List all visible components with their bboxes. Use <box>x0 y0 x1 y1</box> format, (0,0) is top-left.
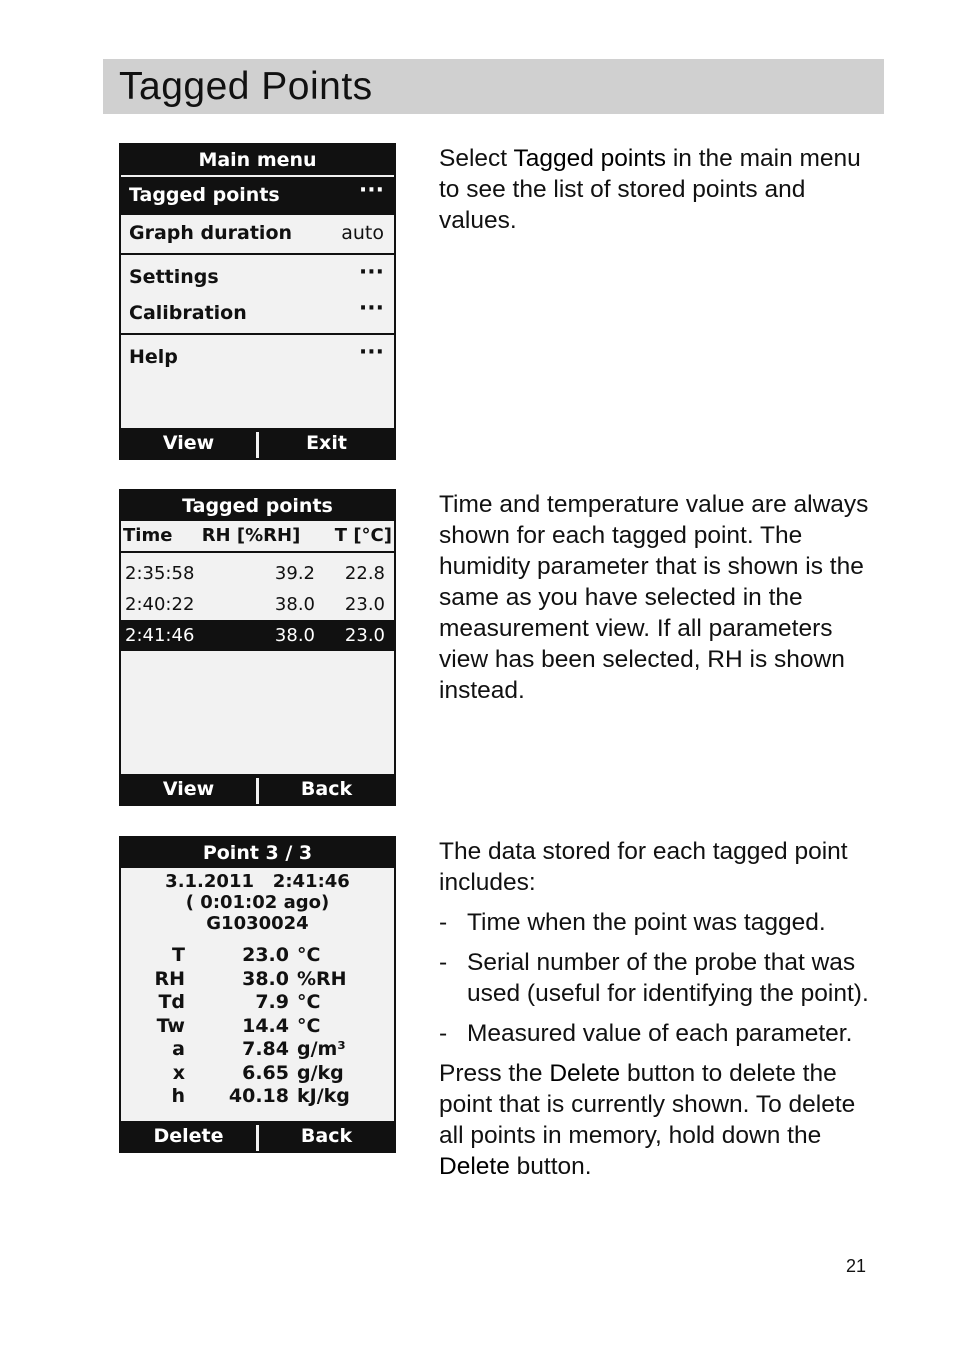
param-row <box>121 1015 394 1039</box>
screen-title: Tagged points <box>121 491 394 521</box>
cell-rh: 38.0 <box>274 625 315 646</box>
view-softkey: View <box>162 432 215 454</box>
main-menu-screenshot <box>119 143 396 460</box>
highlight-delete: Delete <box>549 1060 621 1087</box>
param-row <box>121 991 394 1015</box>
highlight-delete: Delete <box>439 1153 510 1180</box>
param-value: 7.84 <box>242 1038 289 1060</box>
cell-time: 2:40:22 <box>125 594 195 615</box>
point-date: 3.1.2011 2:41:46 <box>165 871 350 892</box>
cell-t: 22.8 <box>344 563 385 584</box>
intro-text: The data stored for each tagged point includes: <box>439 838 848 896</box>
param-value: 38.0 <box>242 967 289 990</box>
more-icon: ··· <box>358 260 384 285</box>
menu-item-graph-duration <box>121 215 394 251</box>
more-icon: ··· <box>358 296 384 321</box>
table-header <box>121 521 394 553</box>
param-name: h <box>171 1085 185 1107</box>
more-icon: ··· <box>358 340 384 365</box>
table-row <box>121 558 394 589</box>
softkey-bar <box>121 1121 394 1151</box>
cell-rh: 38.0 <box>274 594 315 615</box>
param-name: x <box>172 1061 185 1084</box>
back-softkey: Back <box>300 778 353 800</box>
section-header <box>103 59 884 114</box>
param-unit: °C <box>297 1014 321 1037</box>
paragraph-time-temperature <box>439 489 869 706</box>
param-unit: %RH <box>297 967 347 990</box>
cell-rh: 39.2 <box>274 563 315 584</box>
param-value: 14.4 <box>242 1014 289 1037</box>
probe-serial: G1030024 <box>206 913 309 934</box>
menu-item-tagged-points <box>121 177 394 213</box>
list-item-text: Measured value of each parameter. <box>467 1020 853 1047</box>
paragraph-select-tagged-points <box>439 143 869 236</box>
cell-time: 2:35:58 <box>125 563 195 584</box>
param-name: T <box>172 944 185 966</box>
param-value: 23.0 <box>242 944 289 966</box>
menu-item-label: Calibration <box>129 302 247 324</box>
bullet-marker: - <box>439 1020 448 1047</box>
text-span: Time and temperature value are always shown for each tagged point. The humidity parameter that is shown is the same as you have selected in the measurement view. If all parameters view has been selected, RH is shown instead. <box>439 491 869 704</box>
param-unit: g/m³ <box>297 1038 346 1060</box>
back-softkey: Back <box>300 1125 353 1147</box>
menu-item-label: Tagged points <box>129 184 280 206</box>
param-unit: °C <box>297 944 321 966</box>
menu-item-calibration <box>121 295 394 331</box>
param-row <box>121 1062 394 1086</box>
point-ago: ( 0:01:02 ago) <box>185 892 330 913</box>
param-value: 40.18 <box>228 1085 289 1107</box>
tagged-points-screenshot <box>119 489 396 806</box>
menu-item-label: Help <box>129 346 178 368</box>
menu-item-value: auto <box>341 222 384 244</box>
cell-time: 2:41:46 <box>125 625 195 646</box>
column-header-rh: RH [%RH] <box>201 525 301 546</box>
param-row <box>121 944 394 968</box>
text-span: button. <box>509 1153 592 1180</box>
softkey-bar <box>121 774 394 804</box>
param-row <box>121 1038 394 1062</box>
menu-item-settings <box>121 259 394 295</box>
param-unit: kJ/kg <box>297 1085 350 1107</box>
param-row <box>121 968 394 992</box>
screen-title: Main menu <box>121 145 394 175</box>
text-span: Select <box>439 145 514 172</box>
param-name: Tw <box>156 1014 185 1037</box>
cell-t: 23.0 <box>344 625 385 646</box>
param-value: 6.65 <box>242 1061 289 1084</box>
list-item <box>439 1018 869 1049</box>
screen-title: Point 3 / 3 <box>121 838 394 868</box>
param-name: Td <box>158 991 185 1013</box>
list-item-text: Serial number of the probe that was used (useful for identifying the point). <box>467 949 869 1007</box>
column-header-t: T [°C] <box>334 525 392 546</box>
page-number: 21 <box>846 1256 867 1276</box>
menu-item-help <box>121 339 394 375</box>
table-row-selected <box>121 620 394 651</box>
bullet-marker: - <box>439 909 448 936</box>
bullet-marker: - <box>439 949 448 976</box>
param-name: a <box>172 1038 185 1060</box>
delete-softkey: Delete <box>153 1125 224 1147</box>
text-span: in the main menu to see the list of stored points and values. <box>439 145 861 234</box>
view-softkey: View <box>162 778 215 800</box>
text-span: Press the <box>439 1060 550 1087</box>
menu-item-label: Graph duration <box>129 222 293 244</box>
delete-instructions <box>439 1058 869 1182</box>
param-value: 7.9 <box>255 991 289 1013</box>
highlight-tagged-points: Tagged points <box>513 145 667 172</box>
list-item <box>439 947 869 1009</box>
param-name: RH <box>154 967 185 990</box>
softkey-bar <box>121 428 394 458</box>
list-item <box>439 907 869 938</box>
param-unit: g/kg <box>297 1061 344 1084</box>
param-row <box>121 1085 394 1109</box>
param-unit: °C <box>297 991 321 1013</box>
column-header-time: Time <box>123 525 173 546</box>
point-detail-screenshot <box>119 836 396 1153</box>
list-item-text: Time when the point was tagged. <box>467 909 826 936</box>
exit-softkey: Exit <box>306 432 347 454</box>
cell-t: 23.0 <box>344 594 385 615</box>
paragraph-data-stored <box>439 836 869 1182</box>
page-title: Tagged Points <box>119 65 373 108</box>
text-span: button to delete the point that is currently shown. To delete all points in memory, hold down the <box>439 1060 856 1149</box>
menu-item-label: Settings <box>129 266 219 288</box>
more-icon: ··· <box>358 178 384 203</box>
table-row <box>121 589 394 620</box>
